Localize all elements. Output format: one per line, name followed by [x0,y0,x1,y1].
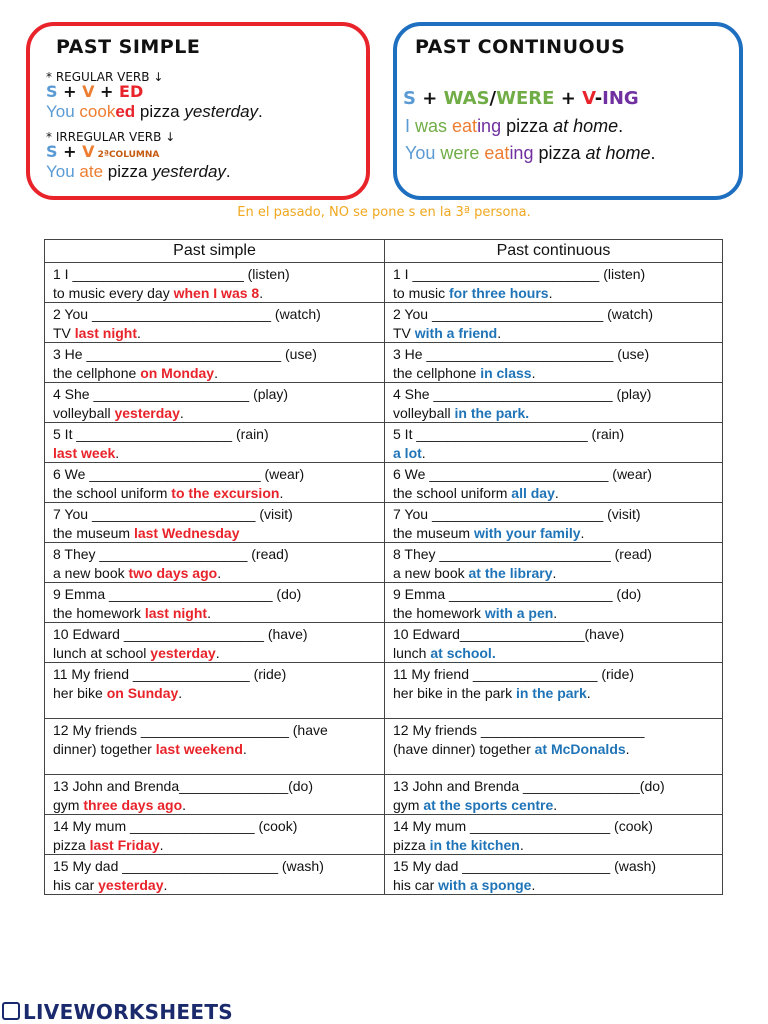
formula-verb: V [82,82,95,101]
sentence-text: his car [53,876,99,893]
sentence-text: her bike in the park [393,684,516,701]
sentence-line-1: 6 We _______________________ (wear) [393,466,652,482]
sentence-line-1: 12 My friends _____________________ [393,722,645,738]
sentence-text: TV [393,324,415,341]
past-continuous-cell[interactable] [385,343,723,383]
sentence-end: . [179,404,184,421]
sentence-line-1: 2 You _______________________ (watch) [53,306,321,322]
example-time: yesterday [152,162,226,181]
sentence-text: gym [393,796,424,813]
sentence-line-1: 13 John and Brenda______________(do) [53,778,314,794]
formula-second-column: 2ªCOLUMNA [94,150,160,160]
time-expression: yesterday [114,404,180,421]
sentence-line-1: 15 My dad ___________________ (wash) [393,858,657,874]
sentence-end: . [259,284,264,301]
time-expression: with a pen [484,604,554,621]
example-place: at home [585,143,651,163]
past-continuous-box [393,22,743,200]
example-subject: You [46,162,80,181]
example-verb-root: eat [484,143,510,163]
past-continuous-cell[interactable] [385,623,723,663]
past-simple-cell[interactable] [45,815,385,855]
example-object: pizza [103,162,153,181]
sentence-line-2 [393,740,716,759]
continuous-example-2 [405,143,656,164]
time-expression: last Friday [89,836,160,853]
formula-ing: ING [602,88,639,109]
past-continuous-cell[interactable] [385,423,723,463]
sentence-text: his car [393,876,439,893]
past-simple-cell[interactable] [45,543,385,583]
example-subject: You [46,102,80,121]
example-period: . [650,143,656,163]
sentence-line-2 [53,796,378,815]
sentence-line-1: 1 I ________________________ (listen) [393,266,646,282]
table-row [45,343,723,383]
past-continuous-cell[interactable] [385,463,723,503]
sentence-line-1: 13 John and Brenda _______________(do) [393,778,665,794]
sentence-text: gym [53,796,84,813]
time-expression: in the park. [454,404,530,421]
past-continuous-cell[interactable] [385,543,723,583]
time-expression: at the sports centre [423,796,554,813]
table-row [45,463,723,503]
past-simple-cell[interactable] [45,383,385,423]
time-expression: in class [480,364,532,381]
exercise-table [44,239,723,895]
sentence-text: the cellphone [53,364,141,381]
sentence-text: the cellphone [393,364,481,381]
arrow-down-icon: ↓ [153,70,164,84]
table-row [45,663,723,719]
past-continuous-cell[interactable] [385,383,723,423]
sentence-line-2 [393,444,716,463]
sentence-line-2 [53,604,378,623]
past-continuous-cell[interactable] [385,855,723,895]
time-expression: with a sponge [438,876,532,893]
sentence-line-2 [393,604,716,623]
sentence-end: . [580,524,585,541]
arrow-down-icon: ↓ [165,130,176,144]
sentence-end: . [553,796,558,813]
sentence-end: . [214,364,218,381]
past-simple-title: PAST SIMPLE [56,36,201,58]
sentence-line-2 [393,284,716,303]
sentence-line-1: 15 My dad ____________________ (wash) [53,858,324,874]
sentence-line-2 [393,836,716,855]
sentence-line-2 [53,684,378,703]
example-period: . [258,102,263,121]
sentence-text: lunch [393,644,431,661]
regular-formula [46,82,143,101]
sentence-line-2 [393,644,716,663]
time-expression: last week [53,444,116,461]
sentence-line-1: 7 You _____________________ (visit) [53,506,293,522]
past-simple-cell[interactable] [45,583,385,623]
third-person-note: En el pasado, NO se pone s en la 3ª persona. [237,205,531,220]
sentence-line-2 [393,364,716,383]
sentence-line-1: 1 I ______________________ (listen) [53,266,290,282]
example-verb: ate [79,162,104,181]
sentence-end: . [159,836,164,853]
sentence-text: a new book [393,564,469,581]
sentence-line-1: 6 We ______________________ (wear) [53,466,305,482]
sentence-text: to music [393,284,450,301]
example-verb-root: cook [79,102,116,121]
sentence-text: the museum [53,524,134,541]
sentence-end: . [137,324,141,341]
example-verb-ending: ed [115,102,136,121]
sentence-line-1: 9 Emma _____________________ (do) [53,586,302,602]
past-simple-cell[interactable] [45,719,385,775]
example-subject: I [405,116,416,136]
formula-was: WAS [443,88,490,109]
sentence-text: (have dinner) together [393,740,535,757]
sentence-end: . [586,684,591,701]
sentence-text: pizza [393,836,430,853]
table-row [45,815,723,855]
sentence-line-1: 7 You ______________________ (visit) [393,506,641,522]
time-expression: in the kitchen [429,836,520,853]
past-continuous-cell[interactable] [385,303,723,343]
liveworksheets-logo-icon [2,1002,20,1020]
sentence-text: TV [53,324,75,341]
formula-subject: S [46,82,58,101]
sentence-line-1: 3 He ________________________ (use) [393,346,650,362]
sentence-text: to music every day [53,284,174,301]
time-expression: with a friend [414,324,498,341]
example-aux: were [440,143,485,163]
time-expression: a lot [393,444,422,461]
sentence-end: . [625,740,630,757]
table-row [45,263,723,303]
table-row [45,855,723,895]
formula-plus: + [415,88,444,109]
time-expression: for three hours [449,284,549,301]
formula-subject: S [46,142,58,161]
past-continuous-cell[interactable] [385,775,723,815]
time-expression: yesterday [150,644,216,661]
table-header-row [45,240,723,263]
sentence-line-2 [393,484,716,503]
past-continuous-cell[interactable] [385,503,723,543]
time-expression: when I was 8 [173,284,260,301]
sentence-line-2 [53,484,378,503]
time-expression: last night [74,324,138,341]
past-simple-cell[interactable] [45,775,385,815]
time-expression: yesterday [98,876,164,893]
sentence-line-1: 8 They ______________________ (read) [393,546,652,562]
time-expression: at the library [468,564,553,581]
sentence-line-2 [53,364,378,383]
sentence-line-1: 9 Emma _____________________ (do) [393,586,642,602]
sentence-end: . [554,484,559,501]
formula-dash: - [594,88,603,109]
formula-were: WERE [496,88,555,109]
sentence-line-2 [393,876,716,895]
sentence-end: . [497,324,502,341]
past-continuous-cell[interactable] [385,263,723,303]
time-expression: last weekend [155,740,243,757]
sentence-text: the homework [53,604,145,621]
sentence-end: . [552,564,557,581]
formula-verb: V [82,142,95,161]
example-object: pizza [135,102,185,121]
sentence-text: the homework [393,604,485,621]
formula-verb: V [582,88,595,109]
example-object: pizza [501,116,554,136]
table-row [45,623,723,663]
sentence-text: volleyball [393,404,455,421]
time-expression: in the park [515,684,587,701]
example-object: pizza [533,143,586,163]
past-simple-cell[interactable] [45,503,385,543]
table-row [45,583,723,623]
formula-plus: + [94,82,120,101]
sentence-line-1: 3 He _________________________ (use) [53,346,317,362]
time-expression: on Sunday [106,684,179,701]
past-simple-cell[interactable] [45,623,385,663]
sentence-text: pizza [53,836,90,853]
time-expression: three days ago [83,796,183,813]
past-simple-cell[interactable] [45,663,385,719]
table-row [45,543,723,583]
example-ing: ing [477,116,502,136]
formula-plus: + [554,88,583,109]
continuous-example-1 [405,116,623,137]
time-expression: last night [144,604,208,621]
sentence-line-1: 14 My mum ________________ (cook) [53,818,298,834]
sentence-line-2 [53,644,378,663]
sentence-line-1: 5 It ______________________ (rain) [393,426,625,442]
past-continuous-cell[interactable] [385,815,723,855]
irregular-verb-text: * IRREGULAR VERB [46,130,162,144]
time-expression: two days ago [128,564,218,581]
formula-ed: ED [119,82,144,101]
past-continuous-cell[interactable] [385,719,723,775]
example-period: . [225,162,231,181]
sentence-line-2 [53,836,378,855]
sentence-end: . [553,604,558,621]
table-row [45,383,723,423]
past-simple-cell[interactable] [45,263,385,303]
sentence-line-2 [53,444,378,463]
sentence-text: dinner) together [53,740,156,757]
sentence-line-1: 4 She ____________________ (play) [53,386,289,402]
sentence-line-1: 11 My friend ________________ (ride) [393,666,635,682]
sentence-line-2 [393,404,716,423]
continuous-formula [403,88,639,109]
sentence-text: volleyball [53,404,115,421]
formula-plus: + [57,82,83,101]
time-expression: with your family [473,524,581,541]
past-simple-cell[interactable] [45,303,385,343]
sentence-line-2 [53,740,378,759]
sentence-line-2 [53,284,378,303]
sentence-end: . [178,684,183,701]
example-ing: ing [509,143,534,163]
sentence-end: . [242,740,247,757]
sentence-text: the school uniform [53,484,172,501]
sentence-line-1: 12 My friends ___________________ (have [53,722,328,738]
sentence-end: . [531,876,536,893]
table-row [45,719,723,775]
example-verb-root: eat [452,116,478,136]
sentence-text: the museum [393,524,474,541]
sentence-line-2 [53,876,378,895]
sentence-end: . [531,364,536,381]
table-row [45,503,723,543]
past-simple-cell[interactable] [45,423,385,463]
sentence-line-1: 4 She _______________________ (play) [393,386,652,402]
sentence-line-1: 14 My mum __________________ (cook) [393,818,653,834]
sentence-line-1: 8 They ___________________ (read) [53,546,289,562]
example-aux: was [415,116,453,136]
sentence-line-1: 10 Edward________________(have) [393,626,625,642]
header-past-simple: Past simple [45,240,385,263]
past-simple-cell[interactable] [45,463,385,503]
time-expression: last Wednesday [133,524,240,541]
sentence-line-2 [393,564,716,583]
example-place: at home [553,116,619,136]
sentence-line-2 [393,324,716,343]
sentence-end: . [279,484,284,501]
past-continuous-cell[interactable] [385,583,723,623]
sentence-line-2 [53,404,378,423]
formula-subject: S [403,88,416,109]
time-expression: at McDonalds [534,740,626,757]
sentence-end: . [215,644,220,661]
sentence-line-2 [393,524,716,543]
irregular-example [46,162,231,182]
time-expression: on Monday [140,364,215,381]
example-subject: You [405,143,441,163]
sentence-end: . [207,604,211,621]
regular-verb-text: * REGULAR VERB [46,70,150,84]
sentence-end: . [115,444,120,461]
sentence-line-1: 10 Edward __________________ (have) [53,626,308,642]
sentence-end: . [548,284,553,301]
sentence-end: . [217,564,222,581]
table-row [45,303,723,343]
sentence-line-2 [53,324,378,343]
brand-name: LIVEWORKSHEETS [23,1000,234,1024]
example-time: yesterday [184,102,259,121]
sentence-line-1: 11 My friend _______________ (ride) [53,666,287,682]
sentence-end: . [421,444,426,461]
regular-example [46,102,263,122]
header-past-continuous: Past continuous [385,240,723,263]
footer-brand [2,1000,233,1024]
sentence-line-2 [393,796,716,815]
example-period: . [618,116,624,136]
sentence-line-2 [53,564,378,583]
sentence-end: . [163,876,168,893]
irregular-formula [46,142,159,161]
time-expression: to the excursion [171,484,280,501]
sentence-end: . [182,796,187,813]
sentence-line-2 [393,684,716,703]
sentence-text: her bike [53,684,107,701]
past-simple-cell[interactable] [45,343,385,383]
sentence-end: . [519,836,524,853]
time-expression: at school. [430,644,496,661]
sentence-line-1: 2 You ______________________ (watch) [393,306,654,322]
sentence-text: lunch at school [53,644,151,661]
past-simple-box [26,22,370,200]
past-continuous-cell[interactable] [385,663,723,719]
time-expression: all day [511,484,555,501]
table-row [45,423,723,463]
sentence-text: a new book [53,564,129,581]
table-row [45,775,723,815]
formula-plus: + [57,142,83,161]
sentence-text: the school uniform [393,484,512,501]
formula-slash: / [489,88,497,109]
past-simple-cell[interactable] [45,855,385,895]
past-continuous-title: PAST CONTINUOUS [415,36,626,58]
sentence-line-1: 5 It ____________________ (rain) [53,426,269,442]
sentence-line-2 [53,524,378,543]
